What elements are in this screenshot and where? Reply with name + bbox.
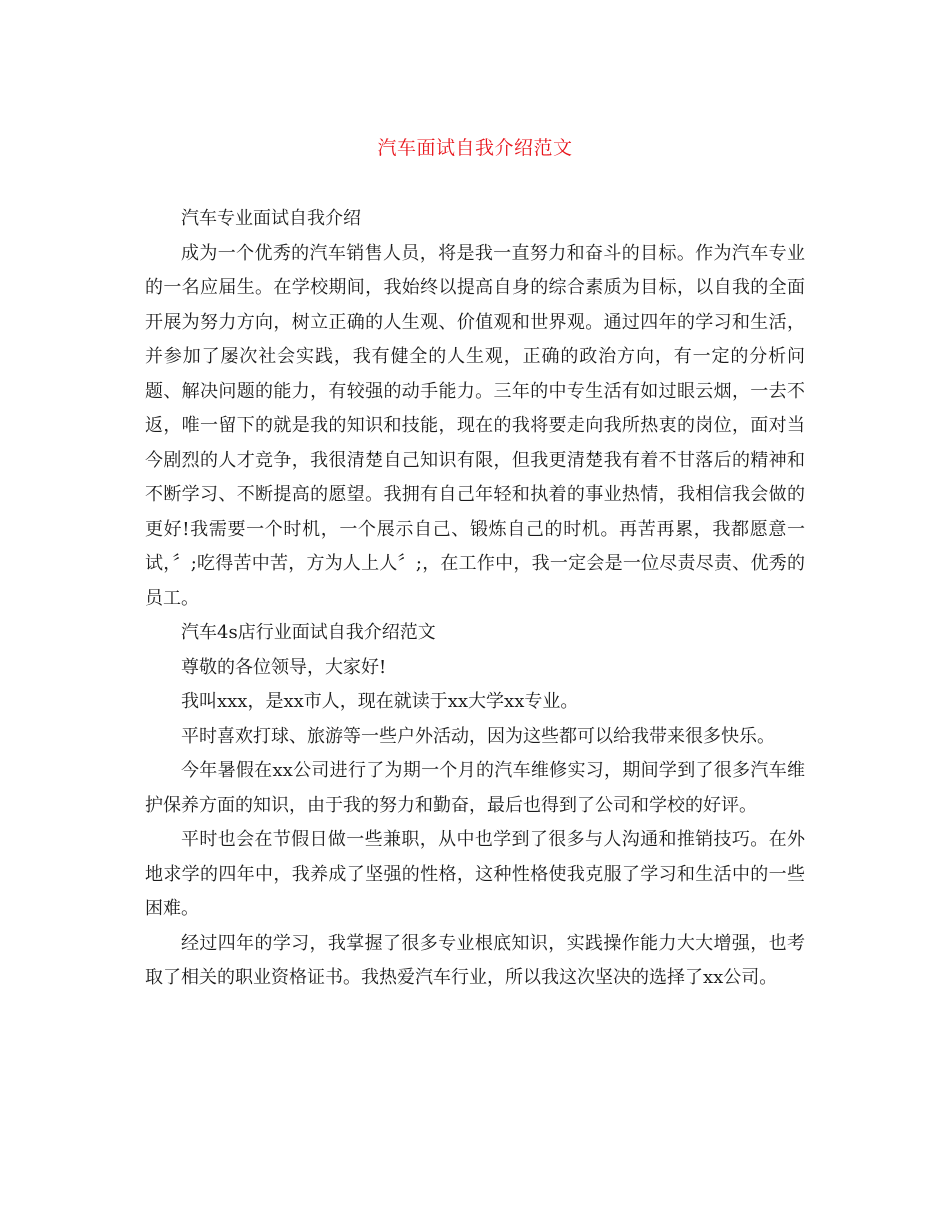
paragraph-part-time: 平时也会在节假日做一些兼职，从中也学到了很多与人沟通和推销技巧。在外地求学的四年中，我养成了坚强的性格，这种性格使我克服了学习和生活中的一些困难。 <box>145 829 805 919</box>
paragraph-conclusion: 经过四年的学习，我掌握了很多专业根底知识，实践操作能力大大增强，也考取了相关的职业资格证书。我热爱汽车行业，所以我这次坚决的选择了xx公司。 <box>145 932 805 988</box>
section-heading-4s-store: 汽车4s店行业面试自我介绍范文 <box>181 622 436 643</box>
paragraph-name: 我叫xxx，是xx市人，现在就读于xx大学xx专业。 <box>181 691 579 712</box>
paragraph-greeting: 尊敬的各位领导，大家好! <box>181 656 387 678</box>
section-heading-auto-major: 汽车专业面试自我介绍 <box>181 208 361 229</box>
document-title: 汽车面试自我介绍范文 <box>377 137 573 159</box>
paragraph-hobbies: 平时喜欢打球、旅游等一些户外活动，因为这些都可以给我带来很多快乐。 <box>181 725 775 747</box>
document-body <box>145 202 805 996</box>
paragraph-internship: 今年暑假在xx公司进行了为期一个月的汽车维修实习，期间学到了很多汽车维护保养方面的知识，由于我的努力和勤奋，最后也得到了公司和学校的好评。 <box>145 760 805 816</box>
paragraph-intro-goal: 成为一个优秀的汽车销售人员，将是我一直努力和奋斗的目标。作为汽车专业的一名应届生。在学校期间，我始终以提高自身的综合素质为目标，以自我的全面开展为努力方向，树立正确的人生观、价值观和世界观。通过四年的学习和生活，并参加了屡次社会实践，我有健全的人生观，正确的政治方向，有一定的分析问题、解决问题的能力，有较强的动手能力。三年的中专生活有如过眼云烟，一去不返，唯一留下的就是我的知识和技能，现在的我将要走向我所热衷的岗位，面对当今剧烈的人才竞争，我很清楚自己知识有限，但我更清楚我有着不甘落后的精神和不断学习、不断提高的愿望。我拥有自己年轻和执着的事业热情，我相信我会做的更好!我需要一个时机，一个展示自己、锻炼自己的时机。再苦再累，我都愿意一试，〞;吃得苦中苦，方为人上人〞;，在工作中，我一定会是一位尽责尽责、优秀的员工。 <box>145 242 805 609</box>
